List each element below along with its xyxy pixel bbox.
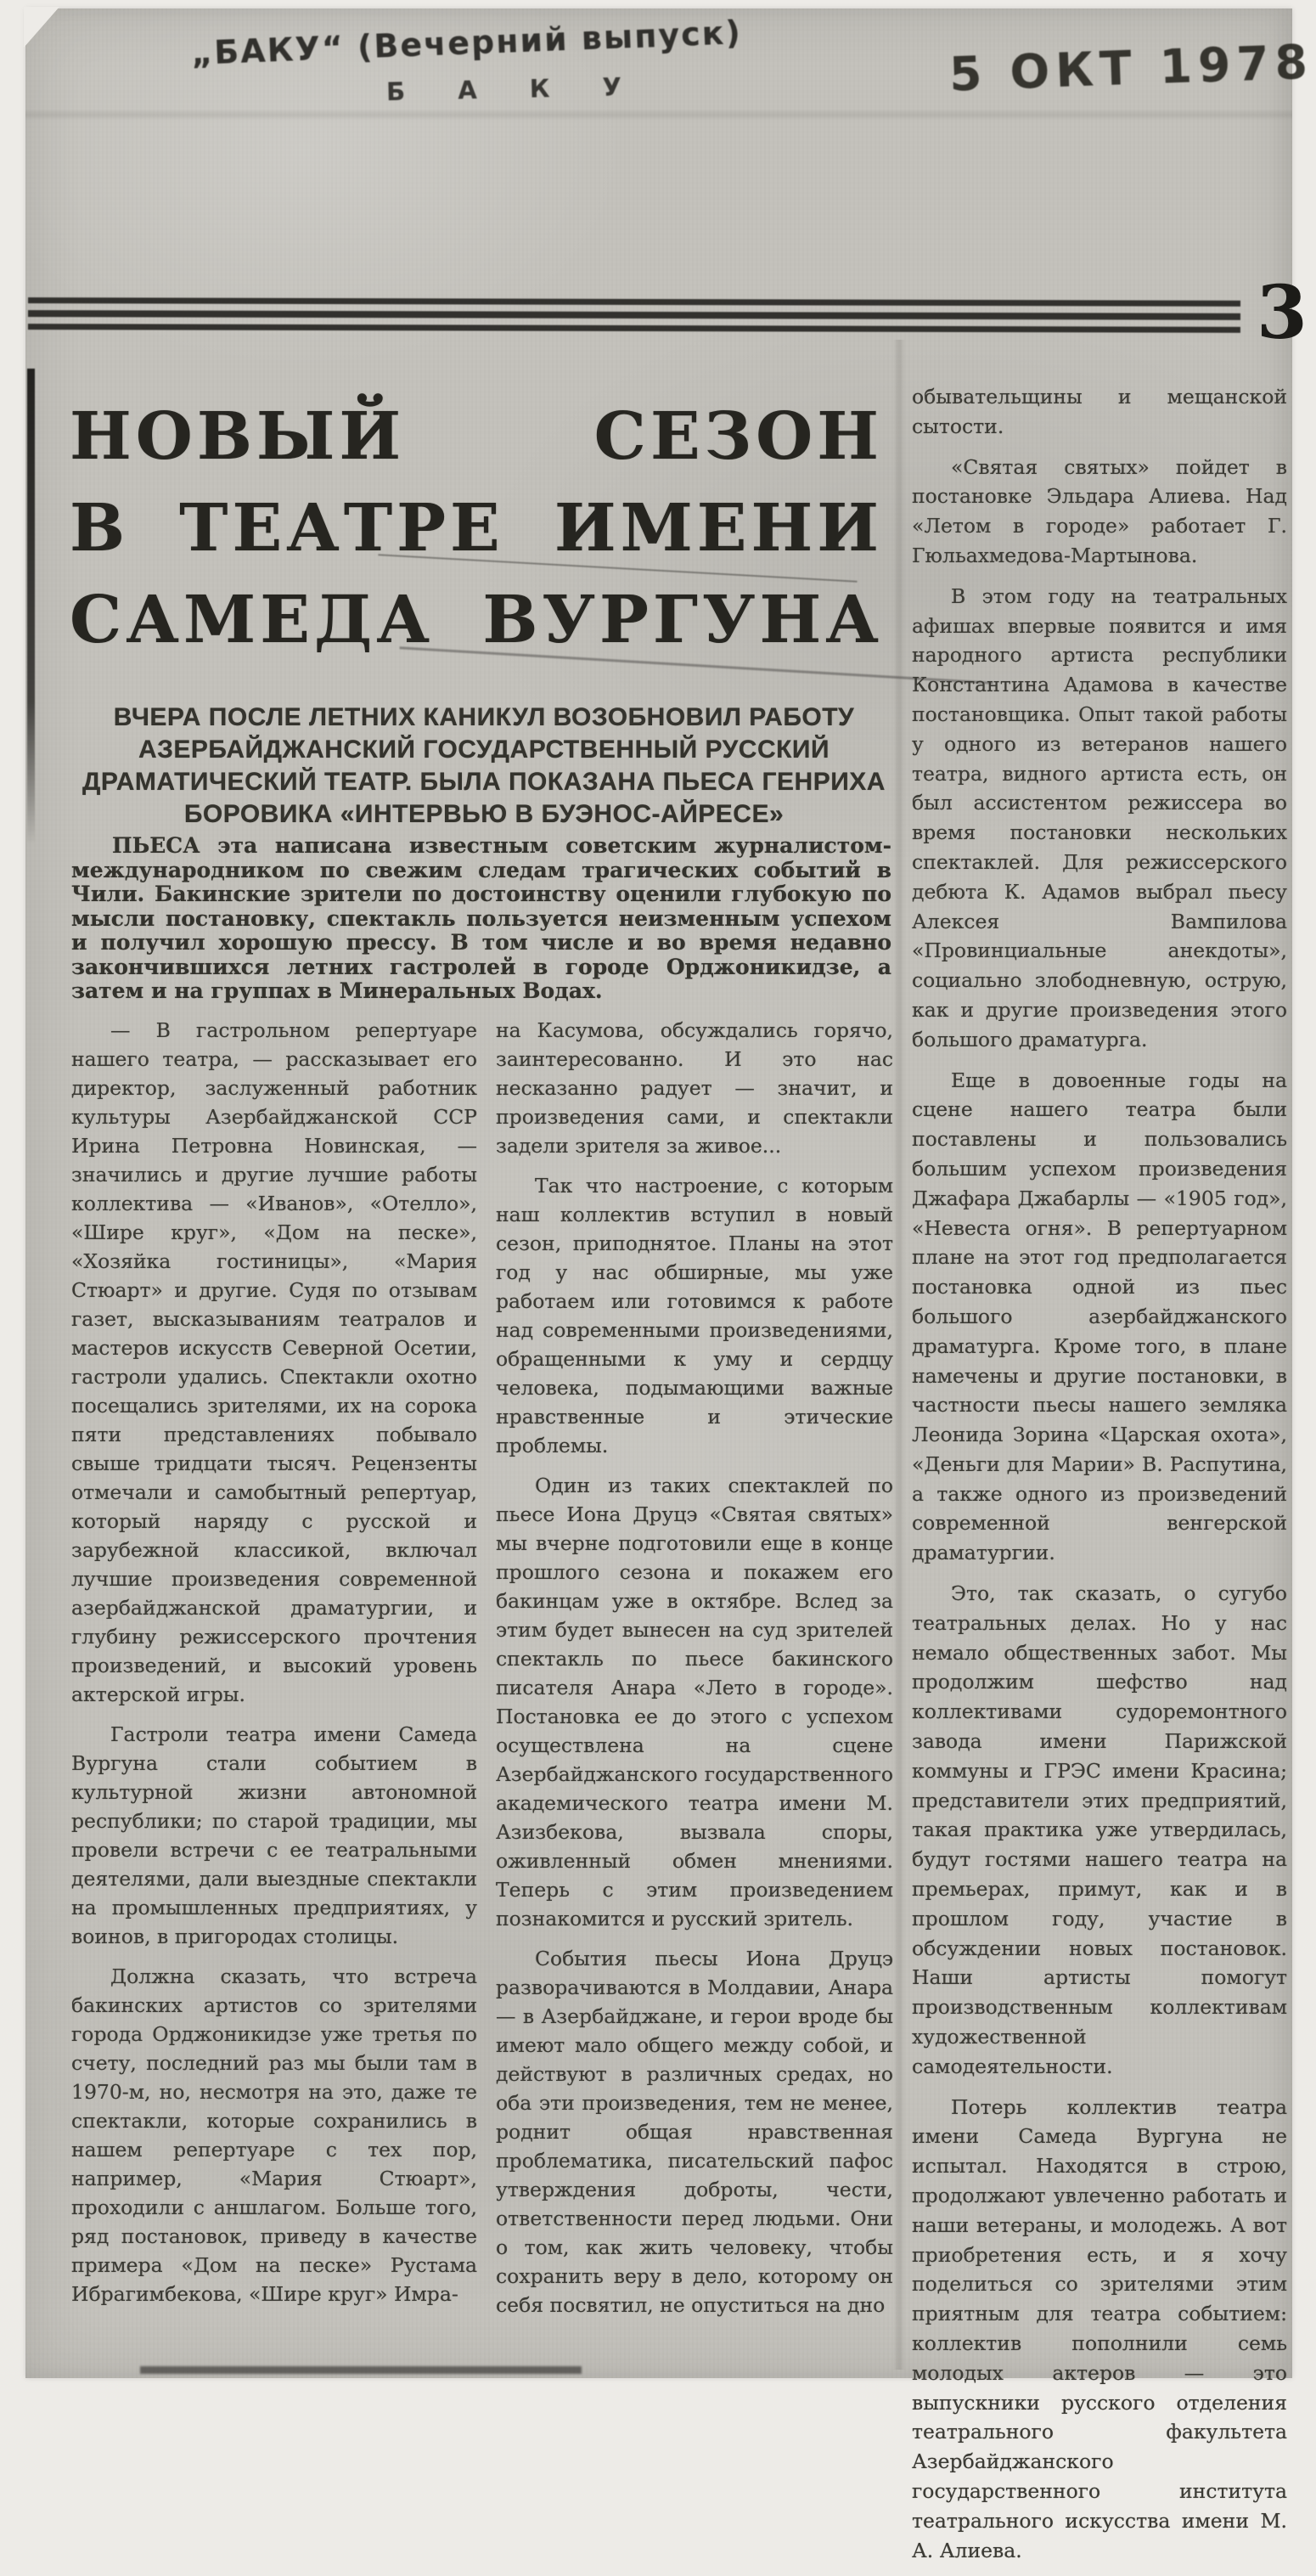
paragraph: Потерь коллектив театра имени Самеда Вургуна не испытал. Находятся в строю, продолжают увлеченно работать и наши ветераны, и молодежь. А вот приобретения есть, и я хочу поделиться со зрителями этим приятным для театра событием: коллектив пополнили семь молодых актеров — это выпускники русского отделения театрального факультета Азербайджанского государственного института театрального искусства имени М. А. Алиева. (912, 2094, 1287, 2562)
page-number: 3 (1257, 270, 1308, 356)
bottom-edge-shadow (140, 2366, 582, 2374)
city-stamp: Б А К У (385, 71, 644, 107)
paragraph: на Касумова, обсуждались горячо, заинтересованно. И это нас несказанно радует — значит, и произведения сами, и спектакли задели зрителя за живое... (496, 1018, 893, 1158)
ink-smudge-artifact (27, 369, 35, 844)
article-headline (70, 391, 883, 666)
headline-line-3: САМЕДА ВУРГУНА (70, 582, 883, 658)
paper-corner-tear (24, 7, 59, 48)
headline-line-1: НОВЫЙ СЕЗОН (70, 398, 883, 475)
article-column-2 (496, 1016, 893, 2331)
article-column-1 (71, 1016, 477, 2320)
horizontal-fold-crease (25, 109, 1292, 121)
paragraph: Так что настроение, с которым наш коллектив вступил в новый сезон, приподнятое. Планы на этот год у нас обширные, мы уже работаем или готовимся к работе над современными произведениями, обращенными к уму и сердцу человека, подымающими важные нравственные и этические проблемы. (496, 1174, 893, 1457)
page-header-rule (28, 297, 1240, 333)
paragraph: «Святая святых» пойдет в постановке Эльдара Алиева. Над «Летом в городе» работает Г. Гюльахмедова-Мартынова. (912, 454, 1287, 567)
paragraph: Еще в довоенные годы на сцене нашего театра были поставлены и пользовались большим успехом произведения Джафара Джабарлы — «1905 год», «Невеста огня». В репертуарном плане на этот год предполагается постановка одной из пьес большого азербайджанского драматурга. Кроме того, в плане намечены и другие постановки, в частности пьесы нашего земляка Леонида Зорина «Царская охота», «Деньги для Марии» В. Распутина, а также одного из произведений современной венгерской драматургии. (912, 1068, 1287, 1565)
paragraph: В этом году на театральных афишах впервые появится и имя народного артиста республики Константина Адамова в качестве постановщика. Опыт такой работы у одного из ветеранов нашего театра, видного артиста есть, он был ассистентом режиссера во время постановки нескольких спектаклей. Для режиссерского дебюта К. Адамов выбрал пьесу Алексея Вампилова «Провинциальные анекдоты», социально злободневную, острую, как и другие произведения этого большого драматурга. (912, 583, 1287, 1051)
newspaper-name-stamp: „БАКУ“ (Вечерний выпуск) (190, 14, 743, 72)
paragraph: обывательщины и мещанской сытости. (912, 385, 1287, 438)
paragraph: Это, так сказать, о сугубо театральных делах. Но у нас немало общественных забот. Мы продолжим шефство над коллективами судоремонтного завода имени Парижской коммуны и ГРЭС имени Красина; представители этих предприятий, такая практика уже утвердилась, будут гостями нашего театра на премьерах, примут, как и в прошлом году, участие в обсуждении новых постановок. Наши артисты помогут производственным коллективам художественной самодеятельности. (912, 1581, 1287, 2078)
vertical-fold-crease (893, 340, 905, 2370)
paragraph: — В гастрольном репертуаре нашего театра, — рассказывает его директор, заслуженный работник культуры Азербайджанской ССР Ирина Петровна Новинская, — значились и другие лучшие работы коллектива — «Иванов», «Отелло», «Шире круг», «Дом на песке», «Хозяйка гостиницы», «Мария Стюарт» и другие. Судя по отзывам газет, высказываниям театралов и мастеров искусств Северной Осетии, гастроли удались. Спектакли охотно посещались зрителями, их на сорока пяти представлениях побывало свыше тридцати тысяч. Рецензенты отмечали и самобытный репертуар, который наряду с русской и зарубежной классикой, включал лучшие произведения современной азербайджанской драматургии, и глубину режиссерского прочтения произведений, и высокий уровень актерской игры. (71, 1018, 477, 1706)
article-subhead: ВЧЕРА ПОСЛЕ ЛЕТНИХ КАНИКУЛ ВОЗОБНОВИЛ РАБОТУ АЗЕРБАЙДЖАНСКИЙ ГОСУДАРСТВЕННЫЙ РУССКИЙ ДРАМАТИЧЕСКИЙ ТЕАТР. БЫЛА ПОКАЗАНА ПЬЕСА ГЕНРИХА БОРОВИКА «ИНТЕРВЬЮ В БУЭНОС-АЙРЕСЕ» (82, 703, 886, 828)
lead-paragraph: ПЬЕСА эта написана известным советским журналистом-международником по свежим следам трагических событий в Чили. Бакинские зрители по достоинству оценили глубокую по мысли постановку, спектакль пользуется неизменным успехом и получил хорошую прессу. В том числе и во время недавно закончившихся летних гастролей в городе Орджоникидзе, а затем и на группах в Минеральных Водах. (71, 833, 891, 1003)
paragraph: Должна сказать, что встреча бакинских артистов со зрителями города Орджоникидзе уже третья по счету, последний раз мы были там в 1970-м, но, несмотря на это, даже те спектакли, которые сохранились в нашем репертуаре с тех пор, например, «Мария Стюарт», проходили с аншлагом. Больше того, ряд постановок, приведу в качестве примера «Дом на песке» Рустама Ибрагимбекова, «Шире круг» Имра- (71, 1964, 477, 2306)
paragraph: Гастроли театра имени Самеда Вургуна стали событием в культурной жизни автономной республики; по старой традиции, мы провели встречи с ее театральными деятелями, дали выездные спектакли на промышленных предприятиях, у воинов, в пригородах столицы. (71, 1722, 477, 1948)
paragraph: События пьесы Иона Друцэ разворачиваются в Молдавии, Анара — в Азербайджане, и герои вроде бы имеют мало общего между собой, и действуют в различных средах, но оба эти произведения, тем не менее, роднит общая нравственная проблематика, писательский пафос утверждения доброты, чести, ответственности перед людьми. Они о том, как жить человеку, чтобы сохранить веру в дело, которому он себя посвятил, не опуститься на дно (496, 1947, 893, 2317)
paragraph: Один из таких спектаклей по пьесе Иона Друцэ «Святая святых» мы вчерне подготовили еще в конце прошлого сезона и покажем его бакинцам уже в октябре. Вслед за этим будет вынесен на суд зрителей спектакль по пьесе бакинского писателя Анара «Лето в городе». Постановка ее до этого с успехом осуществлена на сцене Азербайджанского государственного академического театра имени М. Азизбекова, вызвала споры, оживленный обмен мнениями. Теперь с этим произведением познакомится и русский зритель. (496, 1474, 893, 1931)
headline-line-2: В ТЕАТРЕ ИМЕНИ (70, 490, 883, 566)
date-stamp: 5 ОКТ 1978 (948, 34, 1314, 102)
article-column-3 (912, 382, 1287, 2576)
